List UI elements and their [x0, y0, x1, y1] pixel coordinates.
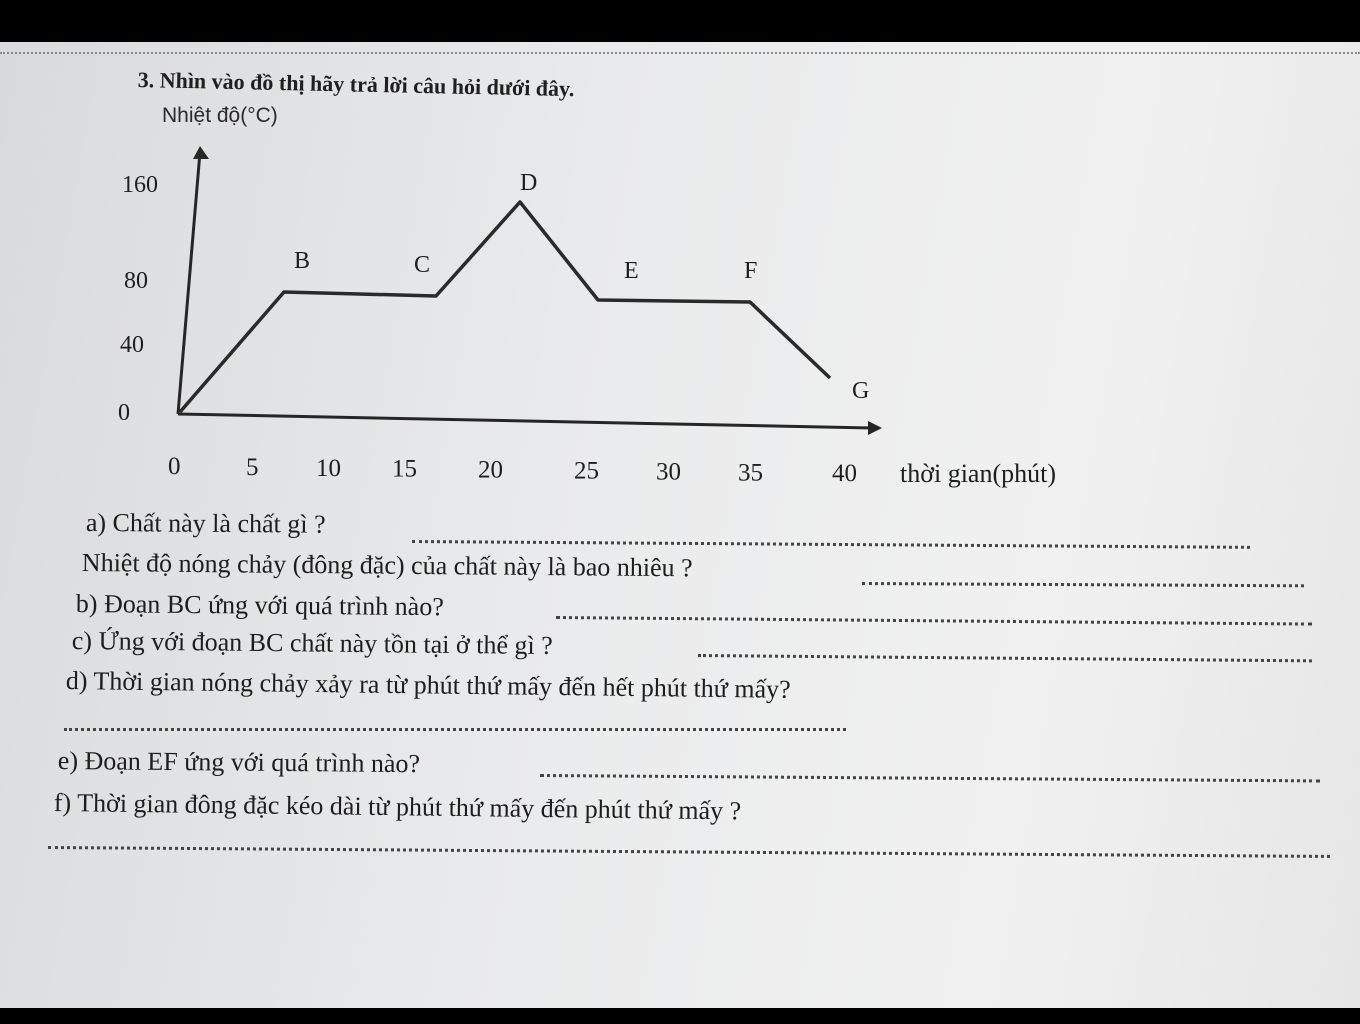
x-tick-label: 40 [832, 460, 857, 488]
x-tick-label: 5 [246, 453, 259, 481]
question-title: 3. Nhìn vào đồ thị hãy trả lời câu hỏi dưới đây. [137, 67, 575, 102]
point-label-e: E [624, 258, 639, 284]
point-label-c: C [414, 252, 431, 278]
x-tick-label: 20 [478, 456, 503, 484]
question-e: e) Đoạn EF ứng với quá trình nào? [57, 746, 421, 779]
y-axis-line [178, 152, 200, 414]
question-c: c) Ứng với đoạn BC chất này tồn tại ở thể gì ? [71, 626, 553, 661]
question-a2: Nhiệt độ nóng chảy (đông đặc) của chất này là bao nhiêu ? [81, 548, 693, 583]
point-label-g: G [852, 378, 870, 404]
x-tick-label: 30 [656, 458, 681, 486]
y-tick-label: 0 [118, 400, 130, 426]
y-tick-label: 80 [124, 268, 148, 294]
x-tick-label: 35 [738, 459, 763, 487]
answer-line-d[interactable] [64, 728, 846, 731]
worksheet-page [0, 42, 1360, 1008]
x-axis-line [178, 414, 872, 428]
y-axis-label: Nhiệt độ(°C) [162, 104, 278, 127]
question-f: f) Thời gian đông đặc kéo dài từ phút thứ mấy đến phút thứ mấy ? [53, 788, 742, 826]
y-axis-arrow [193, 146, 209, 159]
x-tick-label: 15 [392, 455, 417, 483]
x-tick-label: 25 [574, 457, 599, 485]
x-tick-label: 0 [168, 453, 181, 480]
point-label-f: F [744, 258, 758, 284]
question-a: a) Chất này là chất gì ? [85, 508, 326, 539]
x-axis-label: thời gian(phút) [900, 459, 1056, 488]
y-tick-label: 160 [122, 172, 158, 198]
question-b: b) Đoạn BC ứng với quá trình nào? [75, 589, 444, 622]
x-tick-label: 10 [316, 454, 341, 482]
temperature-line [180, 202, 830, 412]
question-d: d) Thời gian nóng chảy xảy ra từ phút thứ mấy đến hết phút thứ mấy? [65, 666, 791, 704]
y-tick-label: 40 [120, 332, 144, 358]
point-label-d: D [520, 170, 538, 196]
point-label-b: B [294, 248, 311, 274]
x-axis-arrow [868, 421, 882, 435]
